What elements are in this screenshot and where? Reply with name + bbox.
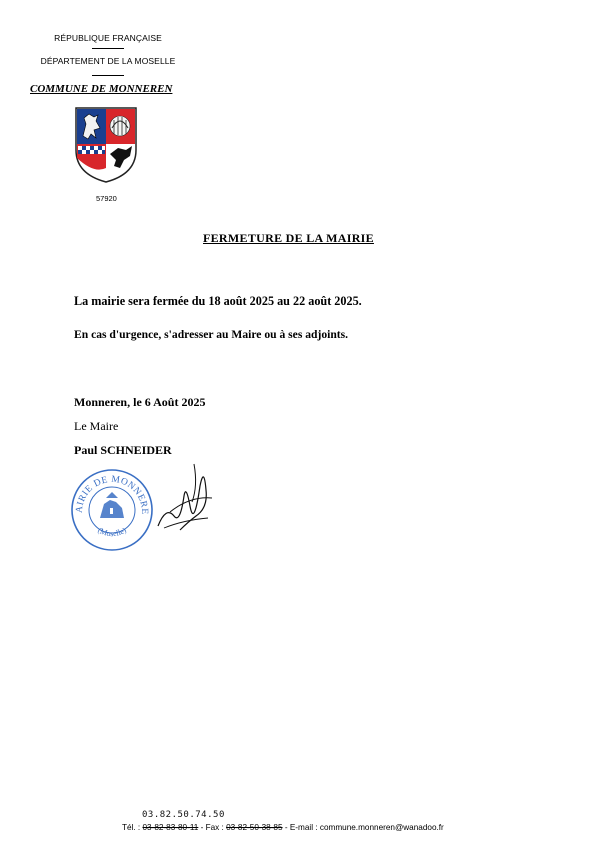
separator: - <box>282 823 290 832</box>
republic-label: RÉPUBLIQUE FRANÇAISE <box>54 33 162 43</box>
handwritten-phone: 03.82.50.74.50 <box>142 810 225 820</box>
tel-label: Tél. : <box>122 823 143 832</box>
email-label: E-mail : <box>289 823 320 832</box>
handwritten-signature <box>150 456 220 536</box>
place-date: Monneren, le 6 Août 2025 <box>74 395 206 409</box>
notice-title: FERMETURE DE LA MAIRIE <box>203 231 374 245</box>
svg-text:(Moselle) <box>96 525 128 538</box>
fax-label: Fax : <box>205 823 227 832</box>
department-label: DÉPARTEMENT DE LA MOSELLE <box>40 56 176 66</box>
commune-name: COMMUNE DE MONNEREN <box>30 83 173 95</box>
coat-of-arms <box>74 106 138 184</box>
stamp-text-top: AIRIE DE MONNERE <box>74 474 150 515</box>
old-phone: 03-82-83-80-11 <box>142 823 199 832</box>
signatory-name: Paul SCHNEIDER <box>74 443 172 457</box>
fax-number: 03-82-50-38-85 <box>226 823 283 832</box>
signatory-role: Le Maire <box>74 419 119 433</box>
divider <box>92 75 124 76</box>
emergency-contact: En cas d'urgence, s'adresser au Maire ou à ses adjoints. <box>74 328 349 341</box>
postal-code: 57920 <box>96 194 117 203</box>
divider <box>92 48 124 49</box>
separator: - <box>198 823 206 832</box>
email-address[interactable]: commune.monneren@wanadoo.fr <box>319 823 444 832</box>
stamp-text-bottom: (Moselle) <box>96 525 128 539</box>
official-stamp <box>70 468 154 552</box>
closure-dates: La mairie sera fermée du 18 août 2025 au 22 août 2025. <box>74 294 362 308</box>
contact-footer <box>122 823 444 832</box>
